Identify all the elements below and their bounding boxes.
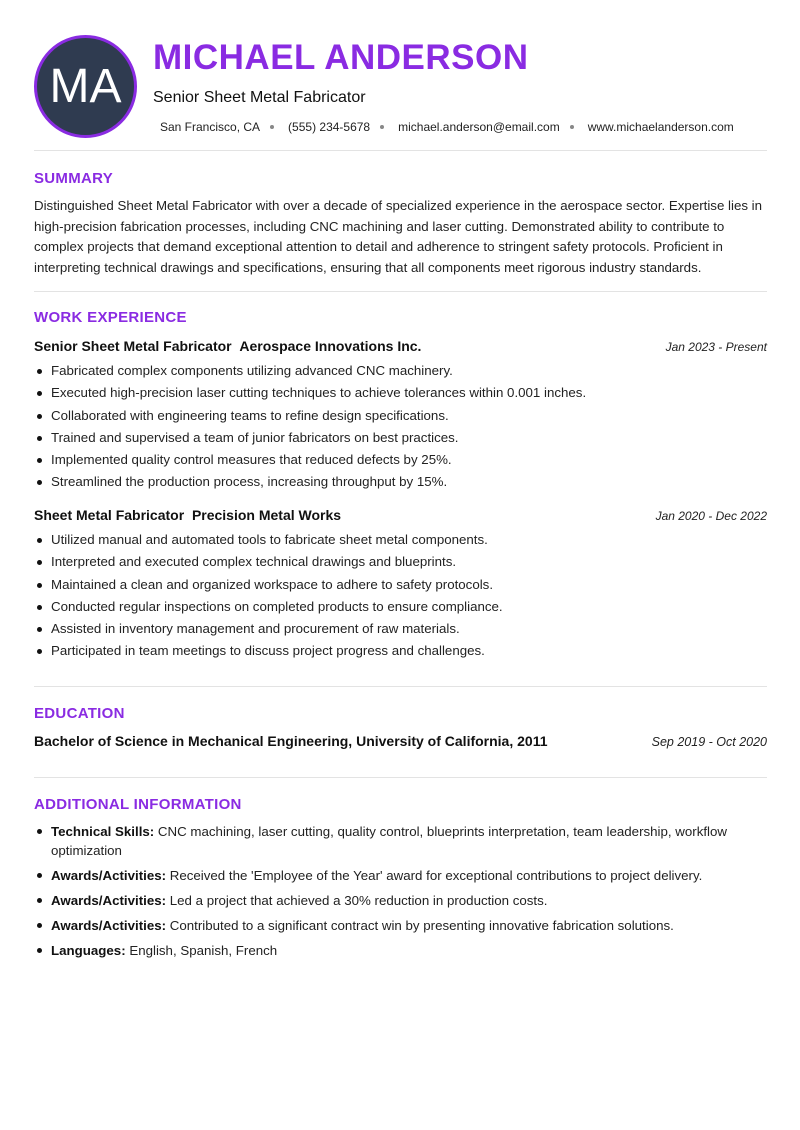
list-item: Streamlined the production process, increasing throughput by 15%. [34,471,767,493]
additional-heading: ADDITIONAL INFORMATION [34,796,242,813]
contact-location: San Francisco, CA [160,120,261,134]
item-text: English, Spanish, French [129,943,278,958]
education-degree: Bachelor of Science in Mechanical Engineering, University of California, 2011 [34,733,548,749]
divider [34,777,767,778]
list-item: Utilized manual and automated tools to fabricate sheet metal components. [34,529,767,551]
candidate-title: Senior Sheet Metal Fabricator [153,89,366,106]
list-item [34,891,767,910]
list-item: Participated in team meetings to discuss project progress and challenges. [34,640,767,662]
job-company: Aerospace Innovations Inc. [239,338,422,354]
job-header [34,338,767,354]
job-company: Precision Metal Works [191,507,342,523]
list-item: Implemented quality control measures that reduced defects by 25%. [34,449,767,471]
list-item: Assisted in inventory management and procurement of raw materials. [34,618,767,640]
item-text: Led a project that achieved a 30% reduction in production costs. [169,893,548,908]
job-title-line [34,507,341,523]
contact-website[interactable]: www.michaelanderson.com [587,120,734,134]
contact-bar [160,120,734,134]
education-entry [34,733,767,749]
job-header [34,507,767,523]
candidate-name: MICHAEL ANDERSON [153,38,529,77]
list-item [34,822,767,860]
list-item: Trained and supervised a team of junior fabricators on best practices. [34,427,767,449]
divider [34,686,767,687]
item-text: Contributed to a significant contract win by presenting innovative fabrication solutions. [169,918,674,933]
list-item: Conducted regular inspections on completed products to ensure compliance. [34,596,767,618]
job-bullets [34,360,767,494]
list-item: Interpreted and executed complex technical drawings and blueprints. [34,551,767,573]
item-label: Awards/Activities: [51,893,167,908]
list-item [34,941,767,960]
experience-heading: WORK EXPERIENCE [34,309,187,326]
item-text: CNC machining, laser cutting, quality control, blueprints interpretation, team leadership, workflow optimization [51,824,728,858]
avatar [34,35,137,138]
contact-email[interactable]: michael.anderson@email.com [398,120,560,134]
list-item: Collaborated with engineering teams to refine design specifications. [34,405,767,427]
item-label: Languages: [51,943,126,958]
list-item: Executed high-precision laser cutting techniques to achieve tolerances within 0.001 inches. [34,382,767,404]
job-role: Sheet Metal Fabricator [34,507,185,523]
item-text: Received the 'Employee of the Year' award for exceptional contributions to project delivery. [169,868,703,883]
job-title-line [34,338,421,354]
job-bullets [34,529,767,663]
education-dates: Sep 2019 - Oct 2020 [651,735,767,749]
list-item: Maintained a clean and organized workspace to adhere to safety protocols. [34,574,767,596]
separator-dot-icon [380,125,384,129]
separator-dot-icon [570,125,574,129]
list-item [34,866,767,885]
job-dates: Jan 2023 - Present [665,340,767,354]
job-role: Senior Sheet Metal Fabricator [34,338,232,354]
summary-heading: SUMMARY [34,170,114,187]
divider [34,291,767,292]
item-label: Technical Skills: [51,824,155,839]
item-label: Awards/Activities: [51,918,167,933]
list-item [34,916,767,935]
summary-text: Distinguished Sheet Metal Fabricator with over a decade of specialized experience in the aerospace sector. Expertise lies in high-precision fabrication processes, including CNC machining and laser cutting. Demonstrated ability to contribute to complex projects that demand exceptional attention to detail and adherence to stringent safety protocols. Proficient in interpreting technical drawings and specifications, ensuring that all components meet rigorous industry standards. [34,198,763,275]
contact-phone: (555) 234-5678 [288,120,371,134]
separator-dot-icon [270,125,274,129]
job-dates: Jan 2020 - Dec 2022 [655,509,767,523]
divider [34,150,767,151]
list-item: Fabricated complex components utilizing advanced CNC machinery. [34,360,767,382]
item-label: Awards/Activities: [51,868,167,883]
avatar-initials: MA [49,60,122,113]
additional-list [34,822,767,966]
education-heading: EDUCATION [34,705,125,722]
